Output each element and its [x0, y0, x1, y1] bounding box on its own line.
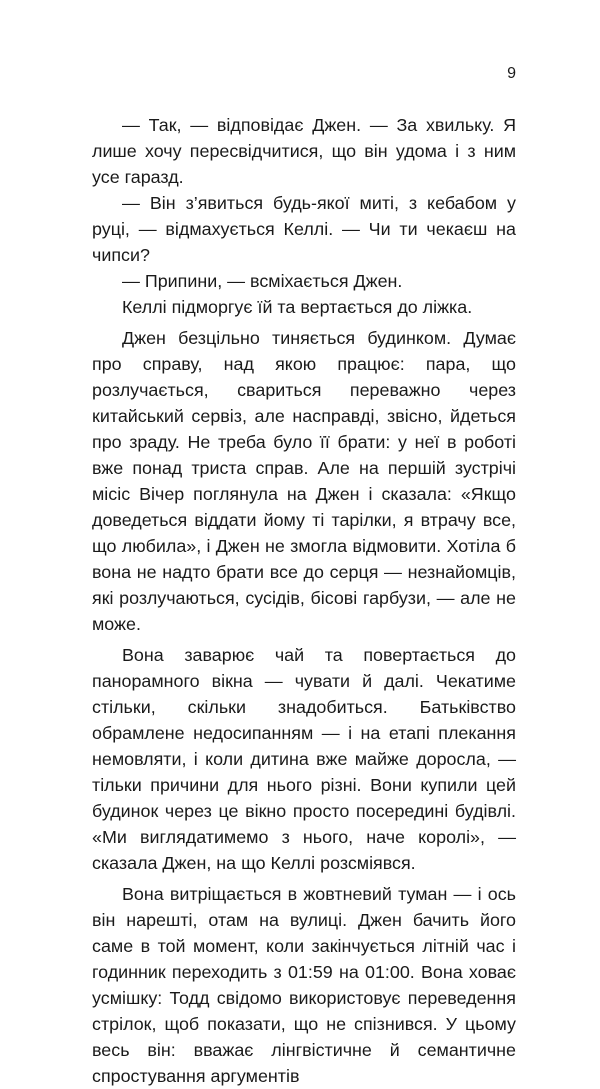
- paragraph: Вона витріщається в жовтневий туман — і ось він нарешті, отам на вулиці. Джен бачить його саме в той момент, коли закінчується літній час і годинник переходить з 01:59 на 01:00. Вона ховає усмішку: Тодд свідомо використовує переведення стрілок, щоб показати, що не спізнився. У цьому весь він: вважає лінгвістичне й семантичне спростування аргументів: [92, 884, 516, 1086]
- paragraph: Вона заварює чай та повертається до панорамного вікна — чувати й далі. Чекатиме стільки, скільки знадобиться. Батьківство обрамлене недосипанням — і на етапі плекання немовляти, і коли дитина вже майже доросла, — тільки причини для нього різні. Вони купили цей будинок через це вікно просто посередині будівлі. «Ми виглядатимемо з нього, наче королі», — сказала Джен, на що Келлі розсміявся.: [92, 645, 516, 873]
- page-body: [92, 112, 516, 1089]
- paragraph: — Він з’явиться будь-якої миті, з кебабом у руці, — відмахується Келлі. — Чи ти чекаєш на чипси?: [92, 193, 516, 265]
- paragraph: Джен безцільно тиняється будинком. Думає про справу, над якою працює: пара, що розлучається, свариться переважно через китайський сервіз, але насправді, звісно, йдеться про зраду. Не треба було її брати: у неї в роботі вже понад триста справ. Але на першій зустрічі місіс Вічер поглянула на Джен і сказала: «Якщо доведеться віддати йому ті тарілки, я втрачу все, що любила», і Джен не змогла відмовити. Хотіла б вона не надто брати все до серця — незнайомців, які розлучаються, сусідів, бісові гарбузи, — але не може.: [92, 328, 516, 634]
- paragraph: — Так, — відповідає Джен. — За хвильку. Я лише хочу пересвідчитися, що він удома і з ним усе гаразд.: [92, 115, 516, 187]
- page-number: 9: [507, 65, 516, 82]
- paragraph: Келлі підморгує їй та вертається до ліжка.: [122, 297, 473, 317]
- paragraph: — Припини, — всміхається Джен.: [122, 271, 403, 291]
